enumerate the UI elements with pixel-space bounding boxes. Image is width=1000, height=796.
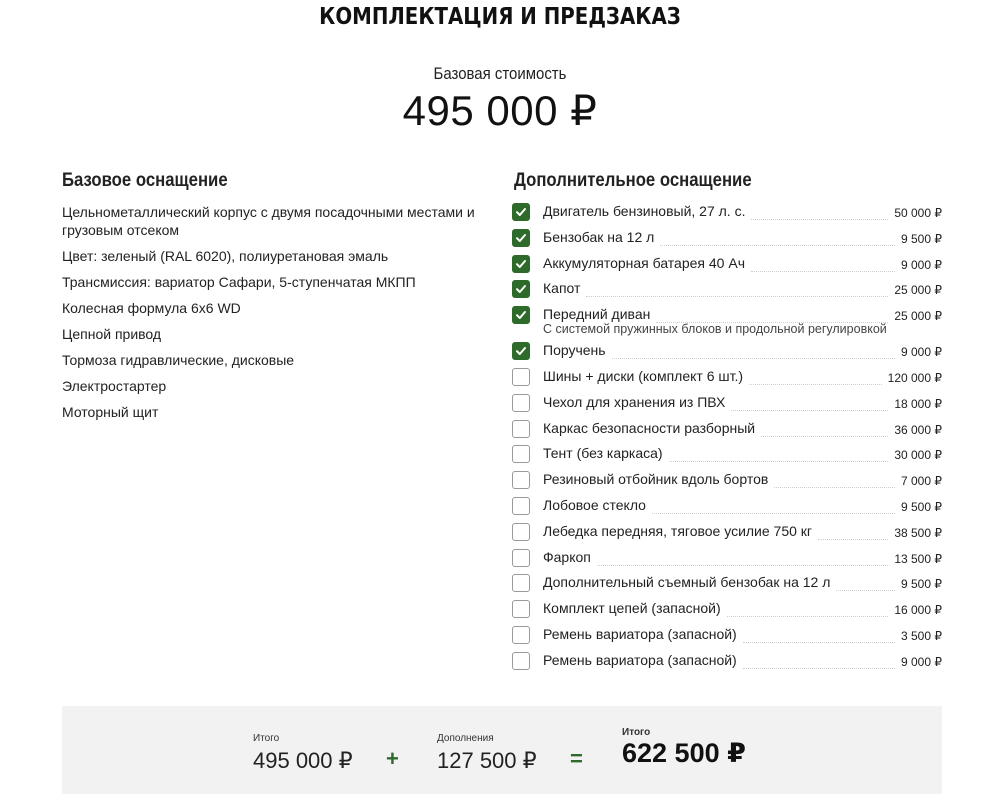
option-checkbox[interactable] — [512, 306, 530, 324]
option-label: Капот — [543, 280, 581, 297]
option-checkbox[interactable] — [512, 394, 530, 412]
option-label: Комплект цепей (запасной) — [543, 600, 721, 617]
option-row[interactable] — [512, 598, 942, 620]
option-item[interactable] — [512, 253, 942, 279]
base-equipment-title: Базовое оснащение — [62, 170, 228, 191]
base-cost-value: 495 000 ₽ — [402, 87, 598, 134]
option-price: 9 000 ₽ — [901, 257, 942, 272]
option-item[interactable] — [512, 469, 942, 495]
base-equipment-item: Моторный щит — [62, 404, 159, 420]
option-row[interactable] — [512, 418, 942, 440]
base-equipment-item: Электростартер — [62, 378, 167, 394]
option-price: 25 000 ₽ — [894, 283, 942, 298]
extra-equipment-list — [512, 201, 942, 676]
option-price: 9 500 ₽ — [901, 231, 942, 246]
option-item[interactable] — [512, 650, 942, 676]
option-checkbox[interactable] — [512, 549, 530, 567]
check-icon — [515, 283, 527, 295]
dotted-leader — [774, 469, 895, 488]
option-checkbox[interactable] — [512, 523, 530, 541]
option-price: 7 000 ₽ — [901, 474, 942, 489]
summary-total-value: 622 500 ₽ — [622, 738, 746, 768]
option-label: Тент (без каркаса) — [543, 445, 663, 462]
option-price: 16 000 ₽ — [894, 603, 942, 618]
option-item[interactable] — [512, 521, 942, 547]
check-icon — [515, 232, 527, 244]
option-label: Ремень вариатора (запасной) — [543, 625, 737, 642]
dotted-leader — [652, 495, 895, 514]
dotted-leader — [749, 366, 882, 385]
option-item[interactable] — [512, 495, 942, 521]
option-item[interactable] — [512, 572, 942, 598]
option-checkbox[interactable] — [512, 420, 530, 438]
option-row[interactable] — [512, 227, 942, 249]
option-label: Шины + диски (комплект 6 шт.) — [543, 367, 744, 384]
option-row[interactable] — [512, 521, 942, 543]
option-checkbox[interactable] — [512, 626, 530, 644]
option-price: 3 500 ₽ — [901, 628, 942, 643]
option-label: Дополнительный съемный бензобак на 12 л — [543, 574, 831, 591]
option-checkbox[interactable] — [512, 497, 530, 515]
option-label: Аккумуляторная батарея 40 Ач — [543, 254, 745, 271]
option-price: 9 500 ₽ — [901, 499, 942, 514]
option-item[interactable] — [512, 201, 942, 227]
dotted-leader — [818, 521, 888, 540]
option-price: 50 000 ₽ — [894, 206, 942, 220]
summary-base — [253, 733, 353, 774]
dotted-leader — [586, 278, 888, 297]
option-row[interactable] — [512, 547, 942, 569]
base-equipment-item: Цельнометаллический корпус с двумя посадочными местами и грузовым отсеком — [62, 204, 475, 238]
option-label: Чехол для хранения из ПВХ — [543, 393, 726, 410]
dotted-leader — [761, 418, 888, 437]
option-item[interactable] — [512, 227, 942, 253]
plus-sign: + — [386, 746, 399, 771]
option-price: 9 500 ₽ — [901, 577, 942, 592]
summary-extras-label: Дополнения — [437, 733, 494, 744]
option-checkbox[interactable] — [512, 445, 530, 463]
dotted-leader — [727, 598, 889, 617]
option-label: Передний диван — [543, 306, 651, 323]
dotted-leader — [743, 624, 895, 643]
option-checkbox[interactable] — [512, 368, 530, 386]
option-label: Лебедка передняя, тяговое усилие 750 кг — [543, 522, 813, 539]
option-label: Резиновый отбойник вдоль бортов — [543, 471, 769, 488]
summary-panel — [62, 706, 942, 794]
check-icon — [515, 309, 527, 321]
summary-total — [622, 727, 746, 769]
base-equipment-item: Цепной привод — [62, 326, 162, 342]
option-price: 25 000 ₽ — [894, 309, 942, 324]
option-price: 38 500 ₽ — [894, 525, 942, 540]
extra-equipment-title: Дополнительное оснащение — [514, 170, 752, 191]
dotted-leader — [751, 253, 895, 272]
option-price: 9 000 ₽ — [901, 654, 942, 669]
dotted-leader — [731, 392, 888, 411]
dotted-leader — [656, 304, 888, 323]
option-checkbox[interactable] — [512, 255, 530, 273]
base-cost-label: Базовая стоимость — [433, 64, 567, 83]
option-label: Поручень — [543, 342, 606, 359]
option-label: Фаркоп — [543, 548, 591, 565]
option-checkbox[interactable] — [512, 229, 530, 247]
option-row[interactable] — [512, 624, 942, 646]
option-row[interactable] — [512, 495, 942, 517]
check-icon — [515, 258, 527, 270]
option-item[interactable] — [512, 598, 942, 624]
option-checkbox[interactable] — [512, 652, 530, 670]
summary-base-label: Итого — [253, 733, 280, 744]
option-label: Лобовое стекло — [543, 496, 646, 513]
option-checkbox[interactable] — [512, 471, 530, 489]
page-title: КОМПЛЕКТАЦИЯ И ПРЕДЗАКАЗ — [319, 4, 681, 30]
option-row[interactable] — [512, 340, 942, 362]
summary-extras-value: 127 500 ₽ — [437, 748, 537, 773]
option-item[interactable] — [512, 278, 942, 304]
option-checkbox[interactable] — [512, 600, 530, 618]
dotted-leader — [743, 650, 895, 669]
base-equipment-item: Трансмиссия: вариатор Сафари, 5-ступенчатая МКПП — [62, 274, 416, 290]
option-item[interactable] — [512, 304, 942, 340]
summary-base-value: 495 000 ₽ — [253, 748, 353, 773]
option-price: 13 500 ₽ — [894, 551, 942, 566]
dotted-leader — [669, 443, 889, 462]
dotted-leader — [612, 340, 895, 359]
option-price: 36 000 ₽ — [894, 422, 942, 437]
summary-extras — [437, 733, 537, 774]
option-item[interactable] — [512, 340, 942, 366]
option-item[interactable] — [512, 547, 942, 573]
option-item[interactable] — [512, 392, 942, 418]
summary-total-label: Итого — [622, 727, 651, 738]
option-checkbox[interactable] — [512, 342, 530, 360]
option-row[interactable] — [512, 443, 942, 465]
dotted-leader — [660, 227, 895, 246]
equals-sign: = — [570, 746, 583, 771]
option-row[interactable] — [512, 366, 942, 388]
option-price: 30 000 ₽ — [894, 448, 942, 463]
base-equipment-list — [62, 203, 482, 429]
option-row[interactable] — [512, 572, 942, 594]
option-row[interactable] — [512, 278, 942, 300]
check-icon — [515, 345, 527, 357]
option-item[interactable] — [512, 624, 942, 650]
option-price: 120 000 ₽ — [887, 370, 942, 385]
option-row[interactable] — [512, 650, 942, 672]
option-row[interactable] — [512, 392, 942, 414]
option-checkbox[interactable] — [512, 574, 530, 592]
check-icon — [515, 206, 527, 218]
option-price: 9 000 ₽ — [901, 345, 942, 360]
option-row[interactable] — [512, 253, 942, 275]
option-item[interactable] — [512, 443, 942, 469]
option-row[interactable] — [512, 469, 942, 491]
option-label: Ремень вариатора (запасной) — [543, 651, 737, 668]
option-price: 18 000 ₽ — [894, 396, 942, 411]
dotted-leader — [836, 572, 895, 591]
dotted-leader — [597, 547, 888, 566]
base-equipment-item: Цвет: зеленый (RAL 6020), полиуретановая эмаль — [62, 248, 389, 264]
option-label: Бензобак на 12 л — [543, 228, 655, 245]
option-row[interactable] — [512, 201, 942, 223]
option-item[interactable] — [512, 418, 942, 444]
option-checkbox[interactable] — [512, 280, 530, 298]
dotted-leader — [751, 201, 888, 220]
base-equipment-item: Колесная формула 6х6 WD — [62, 300, 241, 316]
option-label: Каркас безопасности разборный — [543, 419, 756, 436]
option-checkbox[interactable] — [512, 203, 530, 221]
option-label: Двигатель бензиновый, 27 л. с. — [543, 203, 746, 219]
option-note: С системой пружинных блоков и продольной регулировкой — [543, 322, 887, 337]
base-equipment-item: Тормоза гидравлические, дисковые — [62, 352, 295, 368]
option-item[interactable] — [512, 366, 942, 392]
